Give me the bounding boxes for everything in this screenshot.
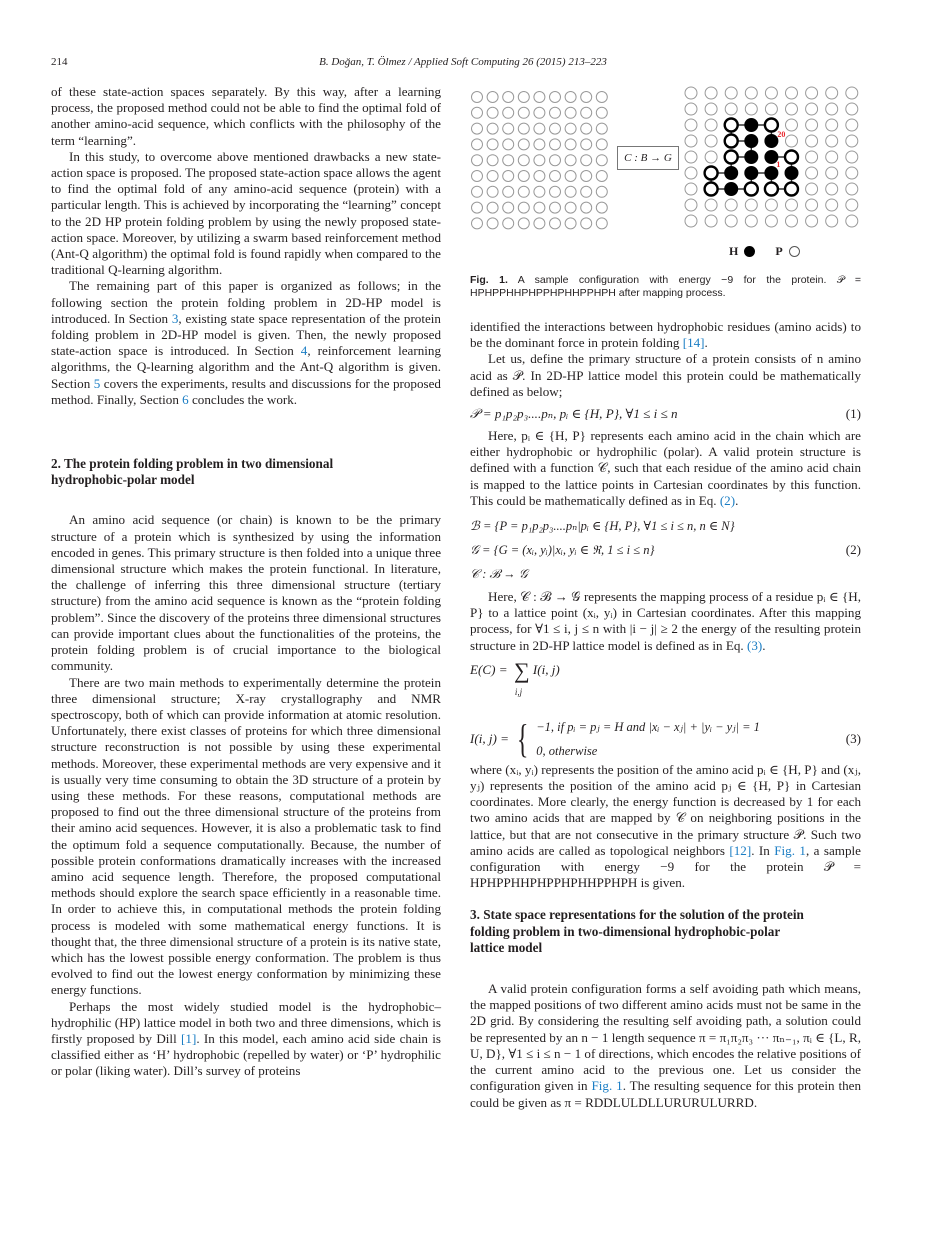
figure-1-link[interactable]: Fig. 1	[591, 1078, 623, 1094]
equation-rhs: I(i, j)	[532, 661, 560, 677]
section-3-heading: 3. State space representations for the solution of the protein folding problem in two-dimensional hydrophobic-polar lattice model	[470, 907, 804, 955]
equation-body: 𝒫 = p₁p₂p₃....pₙ, pᵢ ∈ {H, P}, ∀1 ≤ i ≤ n	[470, 405, 678, 421]
equation-2	[470, 515, 861, 585]
legend-p-label: P	[775, 244, 783, 258]
paragraph	[51, 278, 441, 408]
equation-number: (2)	[845, 541, 861, 557]
sum-symbol: ∑	[514, 657, 530, 683]
equation-1	[470, 400, 861, 428]
sum-subscript: i,j	[514, 686, 523, 697]
equation-number: (3)	[845, 730, 861, 746]
case-2: 0, otherwise	[536, 743, 598, 758]
equation-lhs: E(C) =	[470, 661, 511, 677]
text: . In this model, each amino acid side chain is classified either as ‘H’ hydrophobic (repelled by water) or ‘P’ hydrophilic or polar (liking water). Dill’s survey of proteins	[51, 1030, 441, 1079]
running-header: B. Doğan, T. Ölmez / Applied Soft Computing 26 (2015) 213–223	[319, 56, 607, 68]
section-6-link[interactable]: 6	[182, 391, 189, 407]
citation-12-link[interactable]: [12]	[729, 842, 752, 858]
equation-3a	[470, 657, 861, 706]
equation-line: 𝒢 = {G = (xᵢ, yᵢ)|xᵢ, yᵢ ∈ ℜ, 1 ≤ i ≤ n}	[470, 542, 655, 557]
eq-2-link[interactable]: (2)	[719, 492, 736, 508]
figure-1	[466, 84, 866, 304]
text: . The resulting sequence for this protein then could be given as π = RDDLULDLLURURULURRD.	[470, 1078, 861, 1110]
lattice-diagram	[466, 84, 866, 264]
equation-lhs: I(i, j) =	[470, 730, 510, 746]
paragraph: In this study, to overcome above mentioned drawbacks a new state-action space is proposed. The proposed state-action space allows the agent to find the optimal fold of any amino-acid sequence (protein) with a particular length. This is achieved by incorporating the “learning” concept to the 2D HP protein folding problem by using the newly proposed state-action space. Moreover, by utilizing a swarm based reinforcement method (Ant-Q algorithm) the optimal fold is found rapidly when compared to the traditional Q-learning algorithm.	[51, 148, 441, 278]
text: Perhaps the most widely studied model is the hydrophobic–hydrophilic (HP) lattice model in both two and three dimensions, which is firstly proposed by Dill	[51, 998, 441, 1046]
svg-text:1: 1	[776, 160, 781, 169]
section-4-link[interactable]: 4	[300, 343, 308, 359]
section-5-link[interactable]: 5	[93, 375, 101, 391]
svg-text:20: 20	[777, 130, 786, 139]
right-column	[470, 319, 861, 1111]
equation-3b	[470, 716, 861, 762]
hydrophobic-dot-icon	[744, 246, 755, 257]
paragraph: of these state-action spaces separately. By this way, after a learning process, the proposed method could not be able to find the optimal fold of another amino-acid sequence, which conflicts with the philosophy of the term “learning”.	[51, 84, 441, 148]
text: .	[735, 492, 739, 508]
left-column	[51, 84, 441, 1080]
legend-h-label: H	[729, 244, 739, 258]
text: , a sample configuration with energy −9 for the protein 𝒫 = HPHPPHHPHPPHPHHPPHPH is given.	[470, 842, 861, 891]
eq-3-link[interactable]: (3)	[746, 637, 763, 653]
paragraph	[470, 762, 861, 892]
page-number: 214	[51, 56, 68, 68]
text: .	[704, 335, 708, 351]
text: Here, 𝒞 : ℬ → 𝒢 represents the mapping process of a residue pᵢ ∈ {H, P} to a lattice point (xᵢ, yᵢ) in Cartesian coordinates. After this mapping process, for ∀1 ≤ i, j ≤ n with |i − j| ≥ 2 the energy of the resulting protein structure in 2D-HP lattice model is defined as in Eq.	[470, 589, 861, 653]
paragraph: Let us, define the primary structure of a protein consists of n amino acid as 𝒫. In 2D-HP lattice model this protein could be mathematically defined as below;	[470, 351, 861, 399]
paragraph: An amino acid sequence (or chain) is known to be the primary structure of a protein which is synthesized by using the information encoded in genes. This primary structure is then folded into a unique three dimensional structure which makes the protein functional. In literature, the challenge of inferring this three dimensional structure (tertiary structure) from the amino acid sequence is known as the “protein folding problem”. Since the discovery of the proteins three dimensional structures can provide important clues about the functionalities of the proteins, the protein folding problem is of crucial importance to the biological community.	[51, 512, 441, 674]
figure-1-link[interactable]: Fig. 1	[774, 842, 806, 858]
citation-14-link[interactable]: [14]	[682, 335, 705, 351]
paragraph	[470, 981, 861, 1111]
paragraph	[470, 589, 861, 654]
figure-caption	[470, 274, 861, 300]
brace-icon: {	[516, 715, 529, 761]
equation-line: 𝒞 : ℬ → 𝒢	[470, 567, 528, 582]
text: covers the experiments, results and discussions for the proposed method. Finally, Section	[51, 375, 441, 407]
paragraph	[51, 999, 441, 1080]
caption-label: Fig. 1.	[470, 274, 508, 286]
text: where (xᵢ, yᵢ) represents the position of the amino acid pᵢ ∈ {H, P} and (xⱼ, yⱼ) represents the position of the amino acid pⱼ ∈ {H, P} in Cartesian coordinates. More clearly, the energy function is decreased by 1 for each two amino acids that are mapped by 𝒞 on neighboring positions in the lattice, but that are not consecutive in the primary structure 𝒫. Such two amino acids are called as topological neighbors	[470, 761, 861, 858]
citation-1-link[interactable]: [1]	[181, 1030, 197, 1046]
case-1: −1, if pᵢ = pⱼ = H and |xᵢ − xⱼ| + |yᵢ − yⱼ| = 1	[536, 719, 760, 734]
caption-text: A sample configuration with energy −9 for the protein. 𝒫 = HPHPPHHPHPPHPHHPPHPH after mapping process.	[470, 274, 861, 299]
figure-legend	[729, 244, 800, 259]
paragraph	[470, 428, 861, 509]
text: Here, pᵢ ∈ {H, P} represents each amino acid in the chain which are either hydrophobic or hydrophilic (polar). A valid protein structure is defined with a function 𝒞, such that each residue of the amino acid chain is mapped to the lattice points in Cartesian coordinates by this function. This could be mathematically defined as in Eq.	[470, 428, 861, 508]
polar-dot-icon	[789, 246, 800, 257]
text: The remaining part of this paper is organized as follows; in the following section the protein folding problem in 2D-HP model is introduced. In Section	[51, 278, 441, 326]
text: , existing state space representation of the protein folding problem in 2D-HP model is given. Then, the newly proposed state-action space is introduced. In Section	[51, 310, 441, 359]
section-2-heading: 2. The protein folding problem in two dimensional hydrophobic-polar model	[51, 456, 334, 488]
equation-number: (1)	[845, 405, 861, 421]
text: . In	[751, 842, 775, 858]
text: .	[762, 637, 766, 653]
text: , reinforcement learning algorithms, the Q-learning algorithm and the Ant-Q algorithm is given. Section	[51, 343, 442, 391]
equation-line: ℬ = {P = p₁p₂p₃....pₙ|pᵢ ∈ {H, P}, ∀1 ≤ i ≤ n, n ∈ N}	[470, 519, 735, 534]
section-3-link[interactable]: 3	[171, 310, 179, 326]
paragraph: There are two main methods to experimentally determine the protein three dimensional structure; X-ray crystallography and NMR spectroscopy, both of which can provide information at atomic resolution. Unfortunately, there exist classes of proteins for which three dimensional structure reconstruction is not possible by using these experimental methods. Moreover, these experimental methods are very expensive and it is usually very time consuming to obtain the 3D structure of a protein by using these methods. For these reasons, computational methods are proposed to find out the three dimensional structure of the proteins from their amino acid sequences. However, it is also a problematic task to find the optimum fold a sequence computationally. Because, the number of possible protein conformations dramatically increases with the increased amino acid sequence length. Therefore, the proposed computational methods should explore the search space efficiently in a reasonable time. In order to achieve this, in computational methods the protein folding process is modeled with some mathematical energy functions. It is thought that, the three dimensional structure of a protein is its native state, which has the lowest possible energy conformation. The problem is thus evolved to find out the lowest energy conformation by minimizing these energy functions.	[51, 674, 441, 998]
text: identified the interactions between hydrophobic residues (amino acids) to be the dominant force in protein folding	[470, 319, 861, 351]
text: A valid protein configuration forms a self avoiding path which means, the mapped positions of two different amino acids must not be same in the 2D grid. By considering the resulting self avoiding path, a solution could be represented by an n − 1 length sequence π = π₁π₂π₃ ··· πₙ₋₁, πᵢ ∈ {L, R, U, D}, ∀1 ≤ i ≤ n − 1 of directions, which encodes the relative positions of the current amino acid to the previous one. Let us consider the configuration given in	[470, 981, 861, 1094]
paragraph	[470, 319, 861, 351]
mapping-label: C : B → G	[617, 146, 679, 170]
text: concludes the work.	[188, 391, 298, 407]
